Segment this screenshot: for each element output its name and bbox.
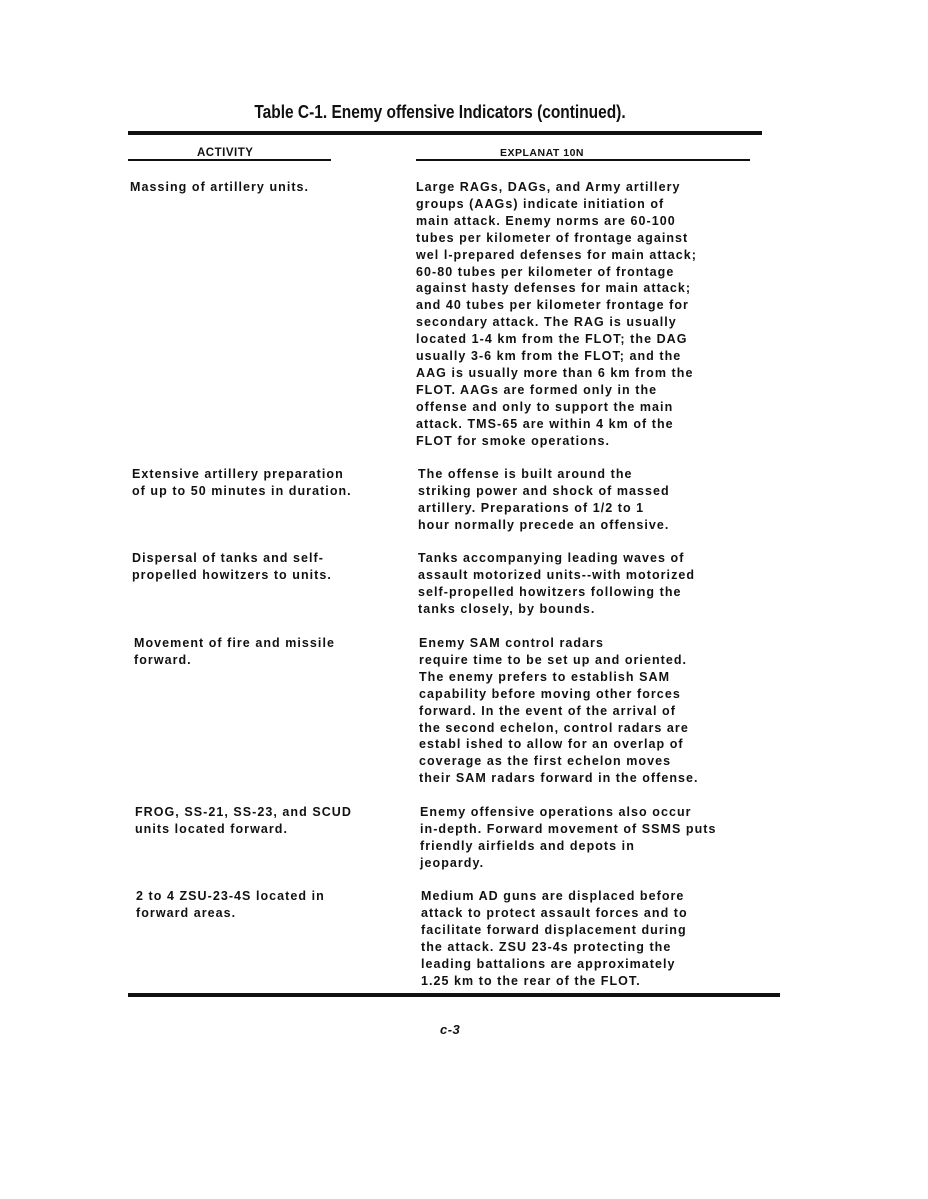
table-title: Table C-1. Enemy offensive Indicators (continued). <box>254 102 626 122</box>
table-top-rule <box>128 131 762 135</box>
activity-cell: Extensive artillery preparation of up to 50 minutes in duration. <box>132 467 352 498</box>
activity-cell: Massing of artillery units. <box>130 180 310 194</box>
column-header-activity: ACTIVITY <box>197 147 254 159</box>
explanation-cell: Large RAGs, DAGs, and Army artillery groups (AAGs) indicate initiation of main attack. Enemy norms are 60-100 tubes per kilometer of frontage against wel l-prepared defenses for main attack; 60-80 tubes per kilometer of frontage against hasty defenses for main attack; and 40 tubes per kilometer frontage for secondary attack. The RAG is usually located 1-4 km from the FLOT; the DAG usually 3-6 km from the FLOT; and the AAG is usually more than 6 km from the FLOT. AAGs are formed only in the offense and only to support the main attack. TMS-65 are within 4 km of the FLOT for smoke operations. <box>416 180 697 448</box>
column-header-activity-underline <box>128 159 331 161</box>
column-header-explanation-underline <box>416 159 750 161</box>
explanation-cell: The offense is built around the striking power and shock of massed artillery. Preparations of 1/2 to 1 hour normally precede an offensive. <box>418 467 670 532</box>
explanation-cell: Enemy SAM control radars require time to be set up and oriented. The enemy prefers to establish SAM capability before moving other forces forward. In the event of the arrival of the second echelon, control radars are establ ished to allow for an overlap of coverage as the first echelon moves their SAM radars forward in the offense. <box>419 636 699 786</box>
table-bottom-rule <box>128 993 780 997</box>
activity-cell: Dispersal of tanks and self- propelled howitzers to units. <box>132 551 332 582</box>
explanation-cell: Tanks accompanying leading waves of assault motorized units--with motorized self-propelled howitzers following the tanks closely, by bounds. <box>418 551 696 616</box>
activity-cell: 2 to 4 ZSU-23-4S located in forward areas. <box>136 889 325 920</box>
activity-cell: FROG, SS-21, SS-23, and SCUD units located forward. <box>135 805 352 836</box>
page-number: c-3 <box>440 1022 461 1037</box>
column-header-explanation: EXPLANAT 10N <box>500 147 584 159</box>
explanation-cell: Medium AD guns are displaced before attack to protect assault forces and to facilitate forward displacement during the attack. ZSU 23-4s protecting the leading battalions are approximately 1.25 km to the rear of the FLOT. <box>421 889 688 988</box>
activity-cell: Movement of fire and missile forward. <box>134 636 335 667</box>
explanation-cell: Enemy offensive operations also occur in-depth. Forward movement of SSMS puts friendly airfields and depots in jeopardy. <box>420 805 717 870</box>
